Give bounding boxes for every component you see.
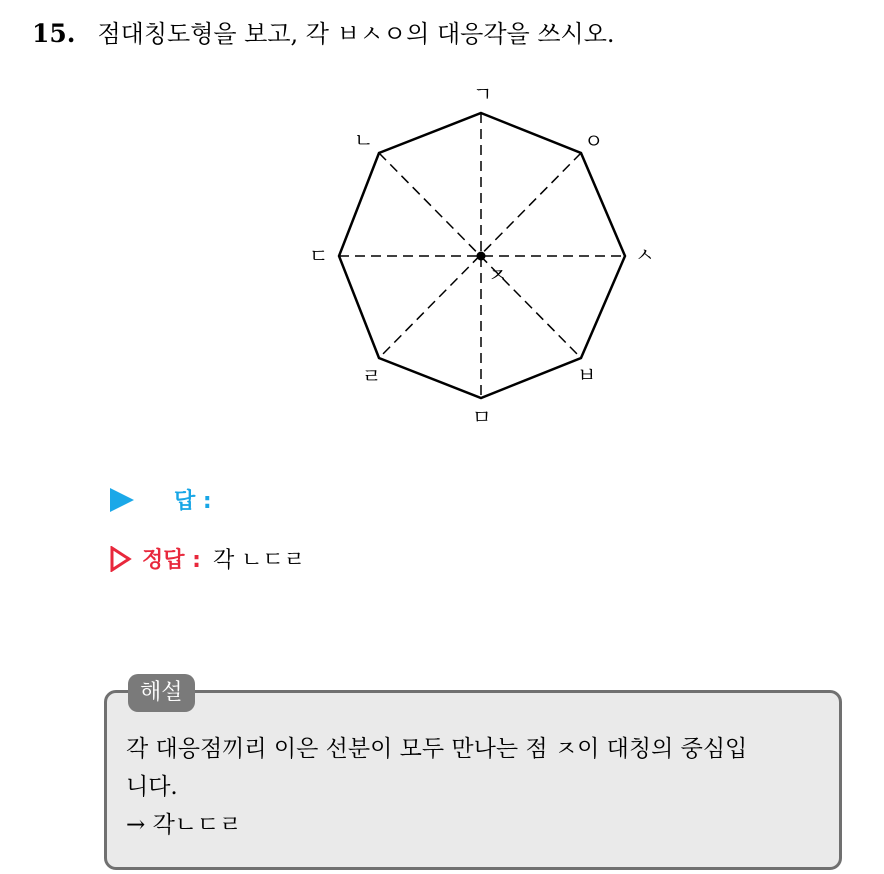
question-number: 15.: [32, 19, 76, 48]
outline-triangle-icon: [110, 546, 132, 572]
correct-answer-row: [110, 543, 305, 574]
explanation-tab: 해설: [128, 674, 195, 712]
vertex-label-bottom: ㅁ: [472, 405, 492, 429]
vertex-label-right: ㅅ: [635, 243, 655, 267]
vertex-label-center: ㅈ: [488, 263, 508, 287]
vertex-label-top: ㄱ: [473, 82, 493, 106]
vertex-label-lower-left: ㄹ: [362, 364, 382, 388]
answer-label: 답 :: [174, 489, 212, 514]
question-text: 점대칭도형을 보고, 각 ㅂㅅㅇ의 대응각을 쓰시오.: [97, 20, 615, 48]
vertex-label-lower-right: ㅂ: [577, 363, 597, 387]
explanation-line-2: 니다.: [126, 774, 178, 800]
explanation-line-3: → 각ㄴㄷㄹ: [126, 812, 242, 838]
explanation-line-1: 각 대응점끼리 이은 선분이 모두 만나는 점 ㅈ이 대칭의 중심입: [126, 736, 748, 762]
play-triangle-icon: [110, 488, 134, 512]
correct-answer-value: 각 ㄴㄷㄹ: [212, 548, 305, 573]
explanation-text: [126, 730, 826, 844]
correct-answer-label: 정답 :: [142, 548, 201, 573]
answer-row: [110, 484, 212, 515]
vertex-label-left: ㄷ: [309, 244, 329, 268]
vertex-label-upper-left: ㄴ: [354, 128, 374, 152]
center-point: [477, 252, 486, 261]
vertex-label-upper-right: ㅇ: [584, 129, 604, 153]
